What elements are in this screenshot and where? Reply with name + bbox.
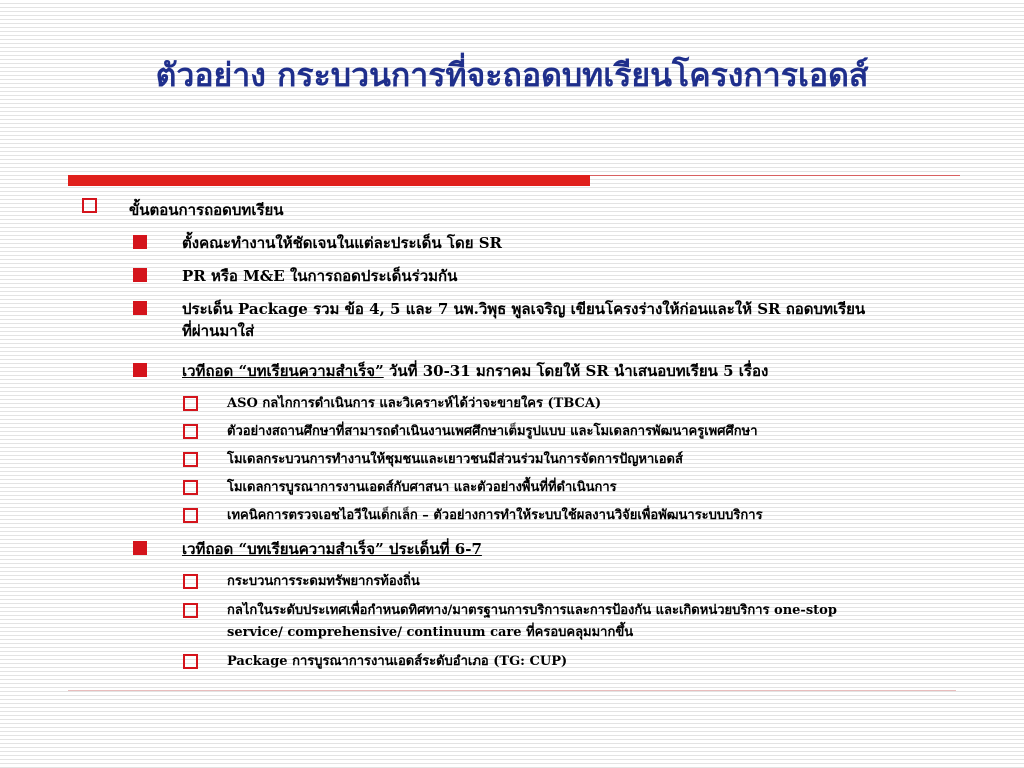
outline-subitem-label: ตัวอย่างสถานศึกษาที่สามารถดำเนินงานเพศศึกษาเต็มรูปแบบ และโมเดลการพัฒนาครูเพศศึกษา xyxy=(227,424,758,439)
outline-subitem-label xyxy=(227,600,837,644)
hollow-square-bullet-icon xyxy=(183,452,198,467)
outline-item-label: ตั้งคณะทำงานให้ชัดเจนในแต่ละประเด็น โดย SR xyxy=(182,234,503,252)
hollow-square-bullet-icon xyxy=(183,480,198,495)
hollow-square-bullet-icon xyxy=(183,396,198,411)
outline-subitem-label: โมเดลกระบวนการทำงานให้ชุมชนและเยาวชนมีส่วนร่วมในการจัดการปัญหาเอดส์ xyxy=(227,452,683,467)
outline-subitem xyxy=(183,449,683,471)
outline-subitem-label: ASO กลไกการดำเนินการ และวิเคราะห์ได้ว่าจะขายใคร (TBCA) xyxy=(227,396,602,411)
outline-item-step1 xyxy=(133,232,502,254)
outline-subitem xyxy=(183,651,567,673)
outline-subitem-label: กระบวนการระดมทรัพยากรท้องถิ่น xyxy=(227,574,420,589)
outline-subitem-label: Package การบูรณาการงานเอดส์ระดับอำเภอ (TG: CUP) xyxy=(227,654,568,669)
hollow-square-bullet-icon xyxy=(183,574,198,589)
hollow-square-bullet-icon xyxy=(183,603,198,618)
solid-square-bullet-icon xyxy=(133,541,147,555)
outline-item-label xyxy=(182,360,768,382)
outline-item-line: ที่ผ่านมาใส่ xyxy=(182,322,255,340)
outline-item-label: PR หรือ M&E ในการถอดประเด็นร่วมกัน xyxy=(182,267,458,285)
outline-subitem-label: โมเดลการบูรณาการงานเอดส์กับศาสนา และตัวอย่างพื้นที่ที่ดำเนินการ xyxy=(227,480,617,495)
outline-subitem xyxy=(183,421,758,443)
outline-subitem xyxy=(183,505,763,527)
outline-item-step4 xyxy=(133,360,768,382)
outline-subitem xyxy=(183,477,617,499)
outline-subitem-line: service/ comprehensive/ continuum care ที่ครอบคลุมมากขึ้น xyxy=(227,625,634,640)
outline-item-top xyxy=(82,198,284,222)
slide-title: ตัวอย่าง กระบวนการที่จะถอดบทเรียนโครงการเอดส์ xyxy=(155,56,869,94)
outline-item-step5 xyxy=(133,538,482,560)
outline-item-step3 xyxy=(133,298,865,342)
outline-item-step2 xyxy=(133,265,457,287)
outline-subitem xyxy=(183,393,601,415)
outline-item-label xyxy=(182,298,865,342)
hollow-square-bullet-icon xyxy=(183,508,198,523)
footer-divider xyxy=(68,690,956,691)
hollow-square-bullet-icon xyxy=(183,424,198,439)
outline-subitem-label: เทคนิคการตรวจเอชไอวีในเด็กเล็ก – ตัวอย่างการทำให้ระบบใช้ผลงานวิจัยเพื่อพัฒนาระบบบริการ xyxy=(227,508,763,523)
outline-item-line: ประเด็น Package รวม ข้อ 4, 5 และ 7 นพ.วิพุธ พูลเจริญ เขียนโครงร่างให้ก่อนและให้ SR ถอดบทเรียน xyxy=(182,300,866,318)
solid-square-bullet-icon xyxy=(133,301,147,315)
solid-square-bullet-icon xyxy=(133,363,147,377)
forum-title-underlined: เวทีถอด “บทเรียนความสำเร็จ” xyxy=(182,362,384,380)
forum-title-underlined: เวทีถอด “บทเรียนความสำเร็จ” ประเด็นที่ 6-7 xyxy=(182,540,482,558)
hollow-square-bullet-icon xyxy=(82,198,97,213)
outline-subitem xyxy=(183,600,837,644)
solid-square-bullet-icon xyxy=(133,268,147,282)
outline-subitem xyxy=(183,571,420,593)
forum-detail: วันที่ 30-31 มกราคม โดยให้ SR นำเสนอบทเรียน 5 เรื่อง xyxy=(383,362,769,380)
solid-square-bullet-icon xyxy=(133,235,147,249)
outline-item-label: ขั้นตอนการถอดบทเรียน xyxy=(129,201,284,219)
outline-subitem-line: กลไกในระดับประเทศเพื่อกำหนดทิศทาง/มาตรฐานการบริการและการป้องกัน และเกิดหน่วยบริการ one-stop xyxy=(227,603,837,618)
hollow-square-bullet-icon xyxy=(183,654,198,669)
